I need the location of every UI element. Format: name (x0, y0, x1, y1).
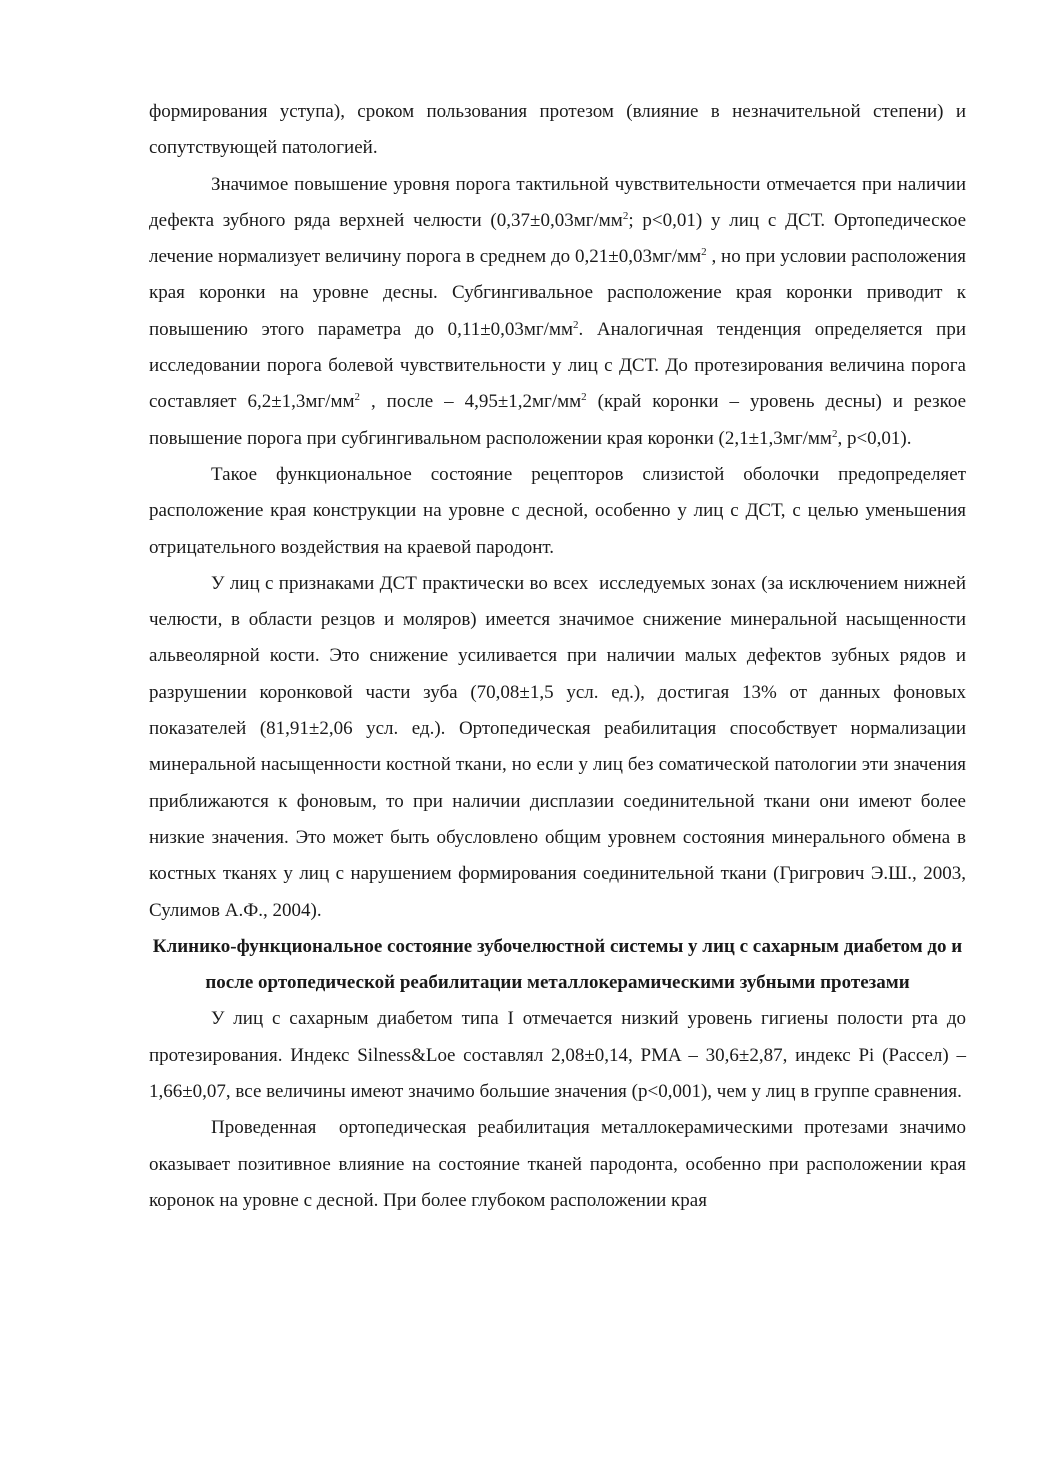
section-heading: Клинико-функциональное состояние зубочелюстной системы у лиц с сахарным диабетом до и после ортопедической реабилитации металлокерамическими зубными протезами (152, 935, 963, 994)
paragraph-receptor-state: Такое функциональное состояние рецепторов слизистой оболочки предопределяет расположение края конструкции на уровне с десной, особенно у лиц с ДСТ, с целью уменьшения отрицательного воздействия на краевой пародонт. (149, 463, 966, 558)
paragraph-diabetes-hygiene: У лиц с сахарным диабетом типа I отмечается низкий уровень гигиены полости рта до протезирования. Индекс Silness&Loe составлял 2,08±0,14, PMA – 30,6±2,87, индекс Pi (Рассел) – 1,66±0,07, все величины имеют значимо большие значения (p<0,001), чем у лиц в группе сравнения. (149, 1008, 966, 1103)
paragraph-rehabilitation: Проведенная ортопедическая реабилитация металлокерамическими протезами значимо оказывает позитивное влияние на состояние тканей пародонта, особенно при расположении края коронок на уровне с десной. При более глубоком расположении края (149, 1117, 966, 1211)
document-page (149, 94, 966, 1219)
paragraph-tactile-threshold: Значимое повышение уровня порога тактильной чувствительности отмечается при наличии дефекта зубного ряда верхней челюсти ($0,37\pm 0,03мг/мм^2$; p<0,01) у лиц с ДСТ. Ортопедическое лечение нормализует величину порога в среднем до $0,21\pm 0,03мг/мм^2$ , но при условии расположения края коронки на уровне десны. Субгингивальное расположение края коронки приводит к повышению этого параметра до $0,11\pm 0,03мг/мм^2$. Аналогичная тенденция определяется при исследовании порога болевой чувствительности у лиц с ДСТ. До протезирования величина порога составляет $6,2\pm 1,3мг/мм^2$ , после – $4,95\pm 1,2мг/мм^2$ (край коронки – уровень десны) и резкое повышение порога при субгингивальном расположении края коронки ($2,1\pm 1,3мг/мм^2$, p<0,01). (149, 173, 967, 449)
paragraph-continued: формирования уступа), сроком пользования протезом (влияние в незначительной степени) и сопутствующей патологией. (149, 101, 966, 159)
paragraph-mineral-saturation: У лиц с признаками ДСТ практически во всех исследуемых зонах (за исключением нижней челюсти, в области резцов и моляров) имеется значимое снижение минеральной насыщенности альвеолярной кости. Это снижение усиливается при наличии малых дефектов зубных рядов и разрушении коронковой части зуба (70,08±1,5 усл. ед.), достигая 13% от данных фоновых показателей (81,91±2,06 усл. ед.). Ортопедическая реабилитация способствует нормализации минеральной насыщенности костной ткани, но если у лиц без соматической патологии эти значения приближаются к фоновым, то при наличии дисплазии соединительной ткани они имеют более низкие значения. Это может быть обусловлено общим уровнем состояния минерального обмена в костных тканях у лиц с нарушением формирования соединительной ткани (Григрович Э.Ш., 2003, Сулимов А.Ф., 2004). (149, 572, 966, 921)
